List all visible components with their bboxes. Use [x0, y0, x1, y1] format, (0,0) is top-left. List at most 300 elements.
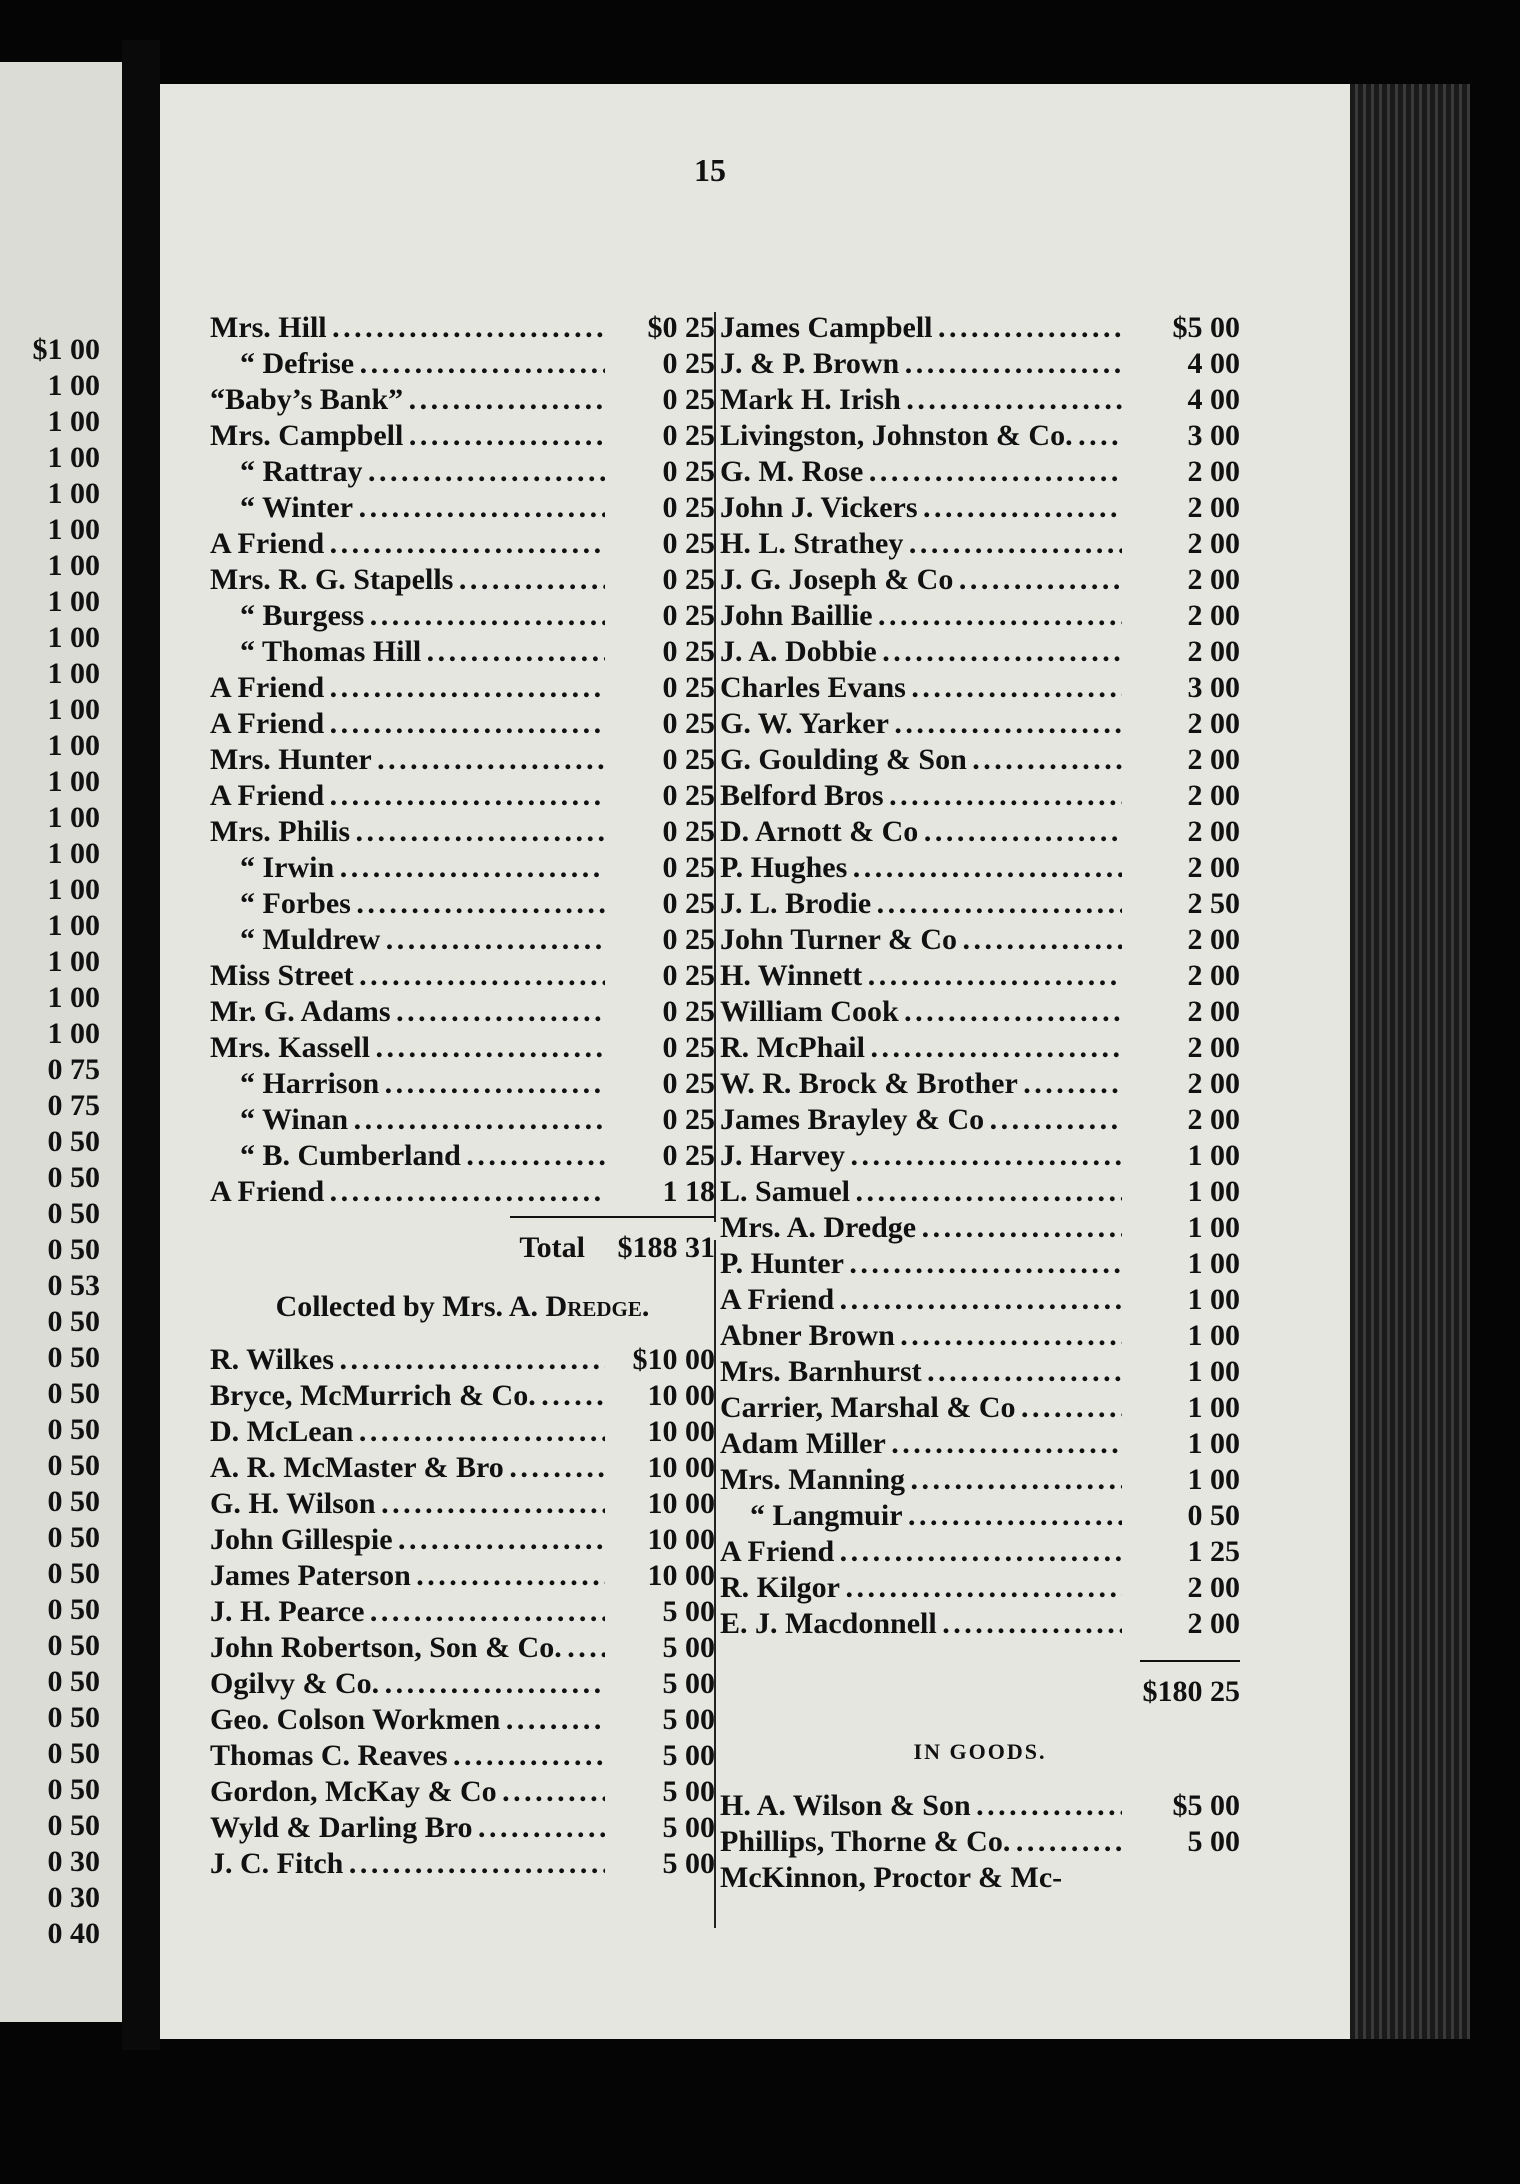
previous-page-amount: 0 40: [47, 1917, 100, 1950]
contributor-name: James Paterson . . .: [210, 1558, 605, 1594]
contributor-name: John Gillespie . . .: [210, 1522, 605, 1558]
contributor-name: Mrs. R. G. Stapells . . .: [210, 562, 605, 598]
contributor-name: D. McLean . . .: [210, 1414, 605, 1450]
previous-page-amount: 0 50: [47, 1629, 100, 1662]
contributor-name: W. R. Brock & Brother . . .: [720, 1066, 1122, 1102]
contribution-amount: 3 00: [1187, 419, 1240, 452]
contributor-name: “ Forbes . . .: [210, 886, 605, 922]
contributor-name: Belford Bros . . .: [720, 778, 1122, 814]
list-item: [210, 1702, 715, 1738]
contribution-amount: 1 00: [1187, 1355, 1240, 1388]
contributor-name: R. McPhail . . .: [720, 1030, 1122, 1066]
list-item: [210, 634, 715, 670]
list-item: [720, 1426, 1240, 1462]
contribution-amount: 5 00: [662, 1595, 715, 1628]
list-item: [720, 814, 1240, 850]
contribution-amount: 0 25: [662, 1031, 715, 1064]
contribution-amount: 1 18: [662, 1175, 715, 1208]
list-item: [210, 1066, 715, 1102]
contributor-name: A Friend . . .: [720, 1534, 1122, 1570]
list-item: [720, 886, 1240, 922]
contribution-amount: 2 00: [1187, 563, 1240, 596]
left-column: [210, 310, 715, 1882]
previous-page-amount: 0 75: [47, 1053, 100, 1086]
list-item: [720, 1824, 1240, 1860]
previous-page-amount: 1 00: [47, 369, 100, 402]
list-item: [720, 706, 1240, 742]
contribution-amount: $5 00: [1172, 1789, 1240, 1822]
contributor-name: “ Langmuir . . .: [720, 1498, 1122, 1534]
contribution-amount: 0 25: [662, 1103, 715, 1136]
contribution-amount: 2 00: [1187, 1067, 1240, 1100]
previous-page-amount: 0 50: [47, 1557, 100, 1590]
contributor-name: A Friend . . .: [210, 778, 605, 814]
contributor-name: Mrs. Kassell . . .: [210, 1030, 605, 1066]
previous-page-amount: 1 00: [47, 585, 100, 618]
contribution-amount: 0 25: [662, 995, 715, 1028]
previous-page-amount: 0 53: [47, 1269, 100, 1302]
previous-page-amount: 1 00: [47, 873, 100, 906]
contributor-name: G. H. Wilson . . .: [210, 1486, 605, 1522]
previous-page-amount: 0 50: [47, 1449, 100, 1482]
list-item: [210, 670, 715, 706]
contribution-amount: 0 25: [662, 455, 715, 488]
contributor-name: Bryce, McMurrich & Co. . . .: [210, 1378, 605, 1414]
list-item: [210, 1102, 715, 1138]
list-item: [720, 382, 1240, 418]
contribution-amount: 0 25: [662, 383, 715, 416]
total-label: Total: [519, 1231, 585, 1264]
previous-page-amount: 0 50: [47, 1341, 100, 1374]
contributor-name: “ Irwin . . .: [210, 850, 605, 886]
list-item: [210, 706, 715, 742]
contributor-name: Carrier, Marshal & Co . . .: [720, 1390, 1122, 1426]
contribution-amount: 2 00: [1187, 527, 1240, 560]
contributor-name: D. Arnott & Co . . .: [720, 814, 1122, 850]
previous-page-amount: 0 30: [47, 1881, 100, 1914]
contributor-name: Wyld & Darling Bro . . .: [210, 1810, 605, 1846]
list-item: [210, 1774, 715, 1810]
contribution-amount: 1 00: [1187, 1247, 1240, 1280]
previous-page-amount: 1 00: [47, 693, 100, 726]
list-item: [210, 886, 715, 922]
previous-page-amount: $1 00: [32, 333, 100, 366]
contributor-name: A Friend . . .: [210, 706, 605, 742]
contributor-name: Mrs. Campbell . . .: [210, 418, 605, 454]
previous-page-amount: 0 30: [47, 1845, 100, 1878]
contribution-amount: 2 00: [1187, 599, 1240, 632]
contribution-amount: 3 00: [1187, 671, 1240, 704]
contributor-name: J. A. Dobbie . . .: [720, 634, 1122, 670]
previous-page-amount: 1 00: [47, 513, 100, 546]
list-item: [720, 310, 1240, 346]
contribution-amount: 1 00: [1187, 1427, 1240, 1460]
list-item: [720, 418, 1240, 454]
contribution-amount: 10 00: [647, 1559, 715, 1592]
list-item: [210, 1810, 715, 1846]
contributor-name: A Friend . . .: [720, 1282, 1122, 1318]
contribution-amount: 5 00: [662, 1775, 715, 1808]
contributor-name: P. Hunter . . .: [720, 1246, 1122, 1282]
previous-page-amount: 0 50: [47, 1413, 100, 1446]
contribution-amount: 5 00: [662, 1703, 715, 1736]
contributor-name: R. Wilkes . . .: [210, 1342, 605, 1378]
contributor-name: McKinnon, Proctor & Mc-: [720, 1861, 1063, 1894]
list-item: [720, 1606, 1240, 1642]
contribution-amount: 5 00: [662, 1847, 715, 1880]
list-item: [210, 958, 715, 994]
contributor-name: Mrs. Barnhurst . . .: [720, 1354, 1122, 1390]
contribution-amount: 10 00: [647, 1487, 715, 1520]
contributor-name: L. Samuel . . .: [720, 1174, 1122, 1210]
contribution-amount: 1 00: [1187, 1463, 1240, 1496]
contributor-name: “ Winan . . .: [210, 1102, 605, 1138]
contribution-amount: 0 25: [662, 959, 715, 992]
previous-page-amount: 1 00: [47, 981, 100, 1014]
contributor-name: P. Hughes . . .: [720, 850, 1122, 886]
contribution-amount: 2 00: [1187, 455, 1240, 488]
page-number: 15: [694, 152, 726, 188]
previous-page-amount: 1 00: [47, 945, 100, 978]
list-item: [210, 1630, 715, 1666]
contributor-name: Mrs. Manning . . .: [720, 1462, 1122, 1498]
list-item: [720, 1138, 1240, 1174]
list-item: [720, 1282, 1240, 1318]
list-item: [720, 1318, 1240, 1354]
contribution-amount: 2 50: [1187, 887, 1240, 920]
list-item: [210, 922, 715, 958]
contributor-name: R. Kilgor . . .: [720, 1570, 1122, 1606]
contribution-amount: 0 25: [662, 743, 715, 776]
list-item: [210, 490, 715, 526]
contribution-amount: 0 25: [662, 635, 715, 668]
contribution-amount: 0 25: [662, 779, 715, 812]
book-spine: [122, 40, 160, 2050]
list-item: [210, 1138, 715, 1174]
contribution-amount: 1 00: [1187, 1175, 1240, 1208]
list-item: [720, 1246, 1240, 1282]
contributor-name: John Baillie . . .: [720, 598, 1122, 634]
list-item: [720, 562, 1240, 598]
previous-page-amount: 0 50: [47, 1161, 100, 1194]
contributor-name: J. C. Fitch . . .: [210, 1846, 605, 1882]
previous-page-amount: 0 50: [47, 1305, 100, 1338]
list-item: [210, 1414, 715, 1450]
list-item: [210, 526, 715, 562]
contribution-amount: 5 00: [662, 1739, 715, 1772]
contribution-amount: 1 00: [1187, 1391, 1240, 1424]
contributor-name: James Campbell . . .: [720, 310, 1122, 346]
contributor-name: “ Rattray . . .: [210, 454, 605, 490]
list-item: [720, 850, 1240, 886]
contribution-amount: 2 00: [1187, 1103, 1240, 1136]
contribution-amount: 0 25: [662, 671, 715, 704]
contributor-name: “Baby’s Bank” . . .: [210, 382, 605, 418]
list-item: [210, 742, 715, 778]
contributor-name: G. Goulding & Son . . .: [720, 742, 1122, 778]
in-goods-heading: IN GOODS.: [913, 1739, 1047, 1764]
list-item: [720, 1860, 1240, 1896]
previous-page-amount: 0 50: [47, 1665, 100, 1698]
contribution-amount: 1 00: [1187, 1211, 1240, 1244]
list-item: [720, 1102, 1240, 1138]
collector-name: Dredge.: [545, 1290, 650, 1323]
list-item: [720, 742, 1240, 778]
previous-page-amount: 0 50: [47, 1197, 100, 1230]
list-item: [210, 1594, 715, 1630]
list-item: [210, 598, 715, 634]
contribution-amount: 0 25: [662, 887, 715, 920]
previous-page-amount: 1 00: [47, 405, 100, 438]
contributor-name: Abner Brown . . .: [720, 1318, 1122, 1354]
contributor-name: Geo. Colson Workmen . . .: [210, 1702, 605, 1738]
list-item: [210, 418, 715, 454]
subtotal-rule: [1140, 1660, 1240, 1662]
contribution-amount: $5 00: [1172, 311, 1240, 344]
contributor-name: H. L. Strathey . . .: [720, 526, 1122, 562]
previous-page-amount: 1 00: [47, 441, 100, 474]
contributor-name: Livingston, Johnston & Co. . . .: [720, 418, 1122, 454]
list-item: [720, 526, 1240, 562]
contributor-name: A. R. McMaster & Bro . . .: [210, 1450, 605, 1486]
contributor-name: Mrs. A. Dredge . . .: [720, 1210, 1122, 1246]
contribution-amount: 2 00: [1187, 1571, 1240, 1604]
contributor-name: “ Winter . . .: [210, 490, 605, 526]
contribution-amount: 1 00: [1187, 1319, 1240, 1352]
contribution-amount: 2 00: [1187, 743, 1240, 776]
previous-page-amount: 0 75: [47, 1089, 100, 1122]
previous-page-amount: 1 00: [47, 765, 100, 798]
contribution-amount: 4 00: [1187, 383, 1240, 416]
contribution-amount: 2 00: [1187, 959, 1240, 992]
total-rule: [510, 1216, 715, 1218]
list-item: [720, 670, 1240, 706]
list-item: [210, 1486, 715, 1522]
contribution-amount: 5 00: [662, 1811, 715, 1844]
contribution-amount: 2 00: [1187, 635, 1240, 668]
contributor-name: James Brayley & Co . . .: [720, 1102, 1122, 1138]
contribution-amount: 2 00: [1187, 851, 1240, 884]
contributor-name: Mrs. Hunter . . .: [210, 742, 605, 778]
previous-page-amount: 0 50: [47, 1809, 100, 1842]
contributor-name: Phillips, Thorne & Co. . . .: [720, 1824, 1122, 1860]
contribution-amount: 2 00: [1187, 491, 1240, 524]
contributor-name: Adam Miller . . .: [720, 1426, 1122, 1462]
contributor-name: Thomas C. Reaves . . .: [210, 1738, 605, 1774]
previous-page-amount: 1 00: [47, 477, 100, 510]
previous-page-amount: 1 00: [47, 801, 100, 834]
previous-page-amount: 1 00: [47, 621, 100, 654]
list-item: [210, 814, 715, 850]
list-item: [720, 1390, 1240, 1426]
contributor-name: H. A. Wilson & Son . . .: [720, 1788, 1122, 1824]
previous-page-amount: 1 00: [47, 657, 100, 690]
contribution-amount: 2 00: [1187, 815, 1240, 848]
contributor-name: “ Thomas Hill . . .: [210, 634, 605, 670]
previous-page-amount: 0 50: [47, 1377, 100, 1410]
contribution-amount: 0 25: [662, 1067, 715, 1100]
contribution-amount: $0 25: [647, 311, 715, 344]
previous-page-amount: 0 50: [47, 1485, 100, 1518]
list-item: [720, 1534, 1240, 1570]
contribution-amount: 0 50: [1187, 1499, 1240, 1532]
list-item: [720, 1462, 1240, 1498]
total-row: [210, 1224, 715, 1272]
list-item: [210, 1030, 715, 1066]
list-item: [720, 634, 1240, 670]
contributor-name: Mrs. Hill . . .: [210, 310, 605, 346]
previous-page-amount: 1 00: [47, 909, 100, 942]
list-item: [720, 1570, 1240, 1606]
list-item: [720, 1210, 1240, 1246]
list-item: [720, 1498, 1240, 1534]
contributor-name: Mark H. Irish . . .: [720, 382, 1122, 418]
list-item: [210, 1558, 715, 1594]
contribution-amount: 10 00: [647, 1451, 715, 1484]
contribution-amount: 0 25: [662, 563, 715, 596]
list-item: [720, 778, 1240, 814]
previous-page-amount: 0 50: [47, 1773, 100, 1806]
contributor-name: G. M. Rose . . .: [720, 454, 1122, 490]
contributor-name: Mr. G. Adams . . .: [210, 994, 605, 1030]
contributor-name: J. Harvey . . .: [720, 1138, 1122, 1174]
contributor-name: “ B. Cumberland . . .: [210, 1138, 605, 1174]
list-item: [720, 490, 1240, 526]
contributor-name: “ Muldrew . . .: [210, 922, 605, 958]
list-item: [210, 1846, 715, 1882]
contributor-name: “ Harrison . . .: [210, 1066, 605, 1102]
previous-page-amount: 1 00: [47, 549, 100, 582]
contribution-amount: 10 00: [647, 1523, 715, 1556]
list-item: [720, 1066, 1240, 1102]
subtotal-row: [720, 1668, 1240, 1716]
previous-page-amount: 0 50: [47, 1125, 100, 1158]
contributor-name: Mrs. Philis . . .: [210, 814, 605, 850]
list-item: [720, 922, 1240, 958]
list-item: [210, 994, 715, 1030]
list-item: [210, 778, 715, 814]
contribution-amount: 2 00: [1187, 923, 1240, 956]
previous-page-amount: 0 50: [47, 1593, 100, 1626]
subtotal-amount: $180 25: [1142, 1675, 1240, 1708]
contribution-amount: 1 00: [1187, 1139, 1240, 1172]
list-item: [720, 598, 1240, 634]
contributor-name: H. Winnett . . .: [720, 958, 1122, 994]
list-item: [720, 1354, 1240, 1390]
contributor-name: John Turner & Co . . .: [720, 922, 1122, 958]
contribution-amount: 2 00: [1187, 995, 1240, 1028]
contributor-name: William Cook . . .: [720, 994, 1122, 1030]
contributor-name: A Friend . . .: [210, 1174, 605, 1210]
contribution-amount: 1 25: [1187, 1535, 1240, 1568]
contribution-amount: 1 00: [1187, 1283, 1240, 1316]
list-item: [210, 310, 715, 346]
list-item: [210, 1522, 715, 1558]
right-column: [720, 310, 1240, 1896]
contribution-amount: 0 25: [662, 527, 715, 560]
contribution-amount: 0 25: [662, 419, 715, 452]
previous-page-amounts: [0, 332, 100, 1952]
contributor-name: Gordon, McKay & Co . . .: [210, 1774, 605, 1810]
contribution-amount: 0 25: [662, 1139, 715, 1172]
contribution-amount: 0 25: [662, 851, 715, 884]
contributor-name: Miss Street . . .: [210, 958, 605, 994]
contribution-amount: $10 00: [632, 1343, 715, 1376]
contribution-amount: 0 25: [662, 599, 715, 632]
total-amount: $188 31: [617, 1231, 715, 1264]
contributor-name: E. J. Macdonnell . . .: [720, 1606, 1122, 1642]
contribution-amount: 0 25: [662, 491, 715, 524]
contributor-name: A Friend . . .: [210, 670, 605, 706]
contribution-amount: 5 00: [662, 1631, 715, 1664]
contribution-amount: 5 00: [662, 1667, 715, 1700]
list-item: [720, 958, 1240, 994]
list-item: [720, 454, 1240, 490]
contribution-amount: 4 00: [1187, 347, 1240, 380]
previous-page-amount: 0 50: [47, 1233, 100, 1266]
contributor-name: J. L. Brodie . . .: [720, 886, 1122, 922]
list-item: [210, 1666, 715, 1702]
list-item: [210, 1342, 715, 1378]
previous-page-amount: 1 00: [47, 837, 100, 870]
list-item: [210, 562, 715, 598]
previous-page-amount: 0 50: [47, 1737, 100, 1770]
contributor-name: J. & P. Brown . . .: [720, 346, 1122, 382]
contribution-amount: 2 00: [1187, 779, 1240, 812]
list-item: [210, 1450, 715, 1486]
collected-heading: Collected by Mrs. A. Dredge.: [275, 1290, 650, 1323]
contributor-name: G. W. Yarker . . .: [720, 706, 1122, 742]
contribution-amount: 2 00: [1187, 1607, 1240, 1640]
contribution-amount: 0 25: [662, 923, 715, 956]
list-item: [210, 454, 715, 490]
contribution-amount: 2 00: [1187, 1031, 1240, 1064]
list-item: [720, 1030, 1240, 1066]
list-item: [210, 850, 715, 886]
contributor-name: Charles Evans . . .: [720, 670, 1122, 706]
list-item: [720, 346, 1240, 382]
previous-page-amount: 1 00: [47, 1017, 100, 1050]
contribution-amount: 10 00: [647, 1379, 715, 1412]
contribution-amount: 0 25: [662, 707, 715, 740]
contribution-amount: 10 00: [647, 1415, 715, 1448]
contribution-amount: 2 00: [1187, 707, 1240, 740]
list-item: [720, 1788, 1240, 1824]
list-item: [720, 994, 1240, 1030]
list-item: [210, 382, 715, 418]
contributor-name: John Robertson, Son & Co. . . .: [210, 1630, 605, 1666]
contributor-name: John J. Vickers . . .: [720, 490, 1122, 526]
previous-page-amount: 0 50: [47, 1521, 100, 1554]
page-edges: [1350, 84, 1470, 2039]
previous-page-amount: 0 50: [47, 1701, 100, 1734]
contributor-name: J. G. Joseph & Co . . .: [720, 562, 1122, 598]
contribution-amount: 0 25: [662, 347, 715, 380]
previous-page-amount: 1 00: [47, 729, 100, 762]
contributor-name: “ Burgess . . .: [210, 598, 605, 634]
list-item: [210, 1378, 715, 1414]
list-item: [210, 346, 715, 382]
contributor-name: A Friend . . .: [210, 526, 605, 562]
list-item: [210, 1174, 715, 1210]
contributor-name: J. H. Pearce . . .: [210, 1594, 605, 1630]
list-item: [210, 1738, 715, 1774]
list-item: [720, 1174, 1240, 1210]
contribution-amount: 0 25: [662, 815, 715, 848]
contributor-name: Ogilvy & Co. . . .: [210, 1666, 605, 1702]
contributor-name: “ Defrise . . .: [210, 346, 605, 382]
contribution-amount: 5 00: [1187, 1825, 1240, 1858]
